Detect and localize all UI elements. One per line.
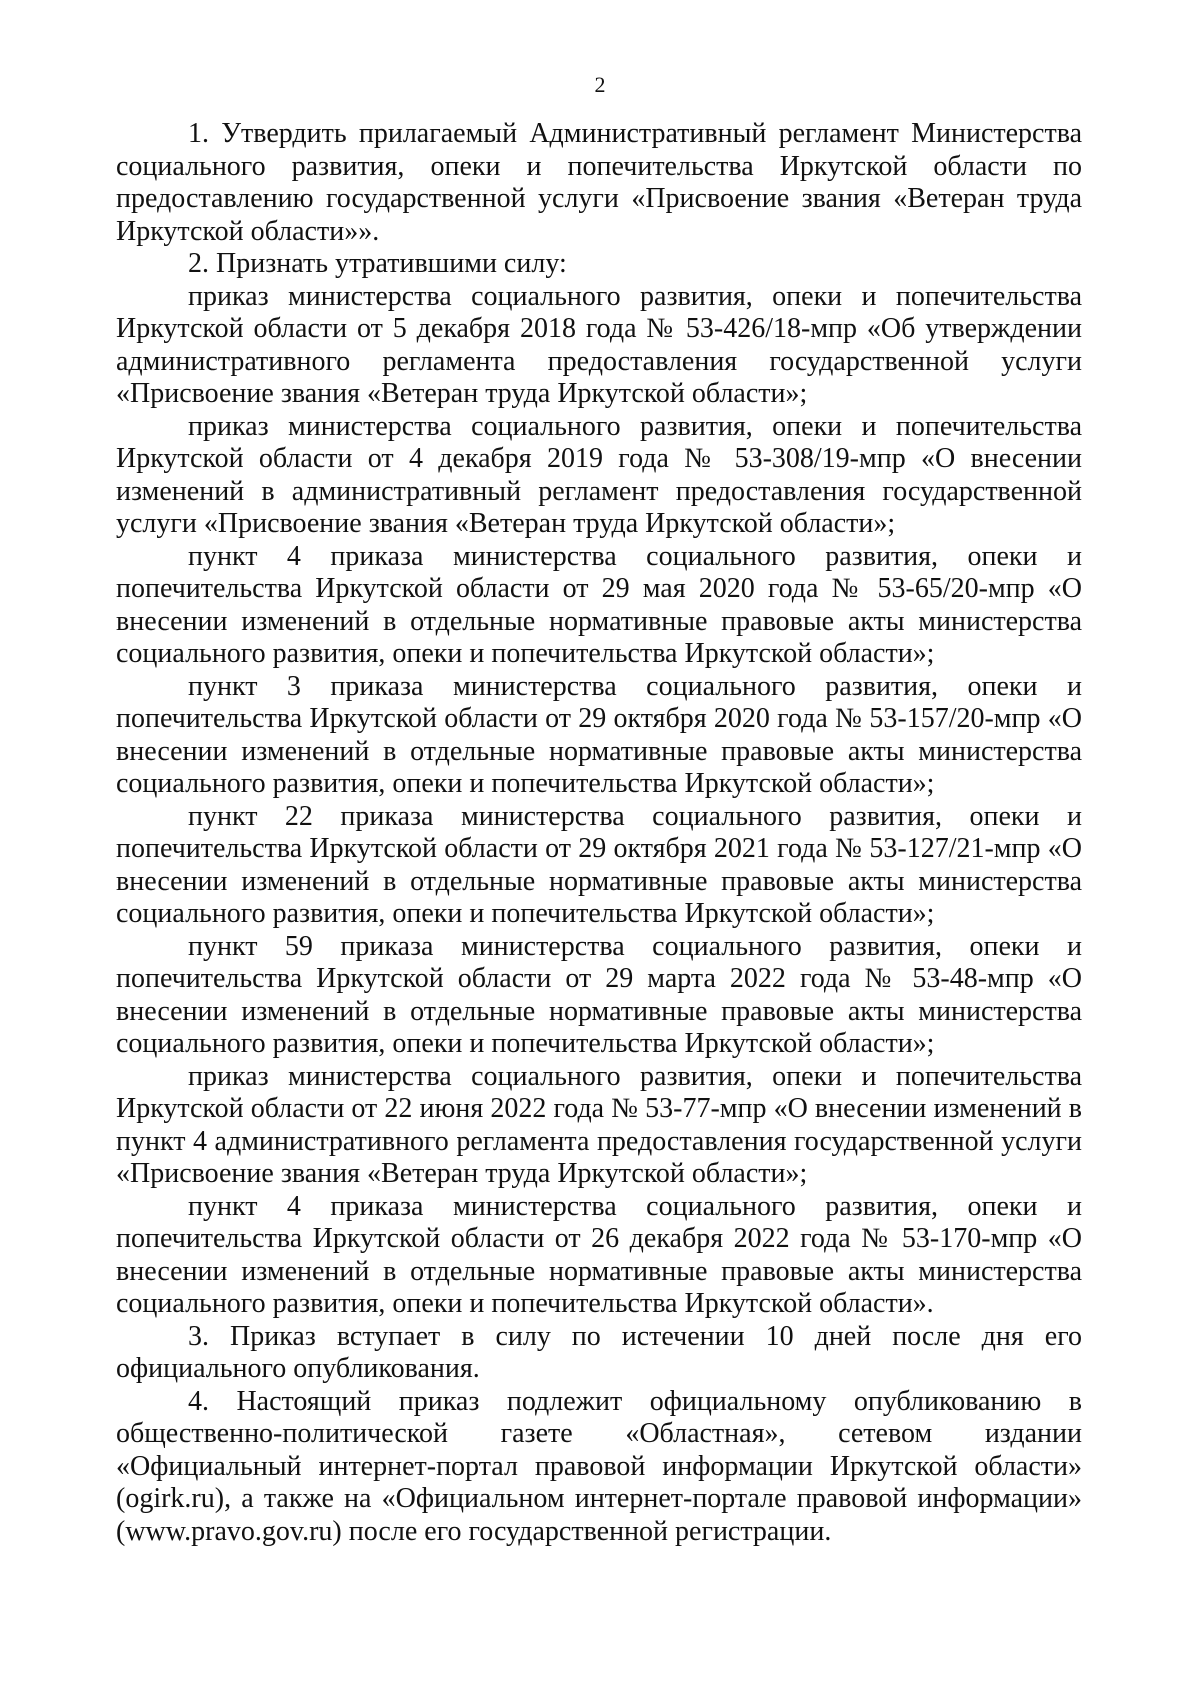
paragraph-repeal-item: приказ министерства социального развития, опеки и попечительства Иркутской области от 22 июня 2022 года № 53-77-мпр «О внесении изменений в пункт 4 административного регламента предоставления государственной услуги «Присвоение звания «Ветеран труда Иркутской области»; [116, 1060, 1082, 1189]
page-number: 2 [594, 72, 606, 97]
paragraph-approve-regulation: 1. Утвердить прилагаемый Административный регламент Министерства социального развития, опеки и попечительства Иркутской области по предоставлению государственной услуги «Присвоение звания «Ветеран труда Иркутской области»». [116, 118, 1082, 247]
paragraph-repeal-item: пункт 4 приказа министерства социального развития, опеки и попечительства Иркутской области от 26 декабря 2022 года № 53-170-мпр «О внесении изменений в отдельные нормативные правовые акты министерства социального развития, опеки и попечительства Иркутской области». [116, 1190, 1082, 1319]
paragraph-publication: 4. Настоящий приказ подлежит официальному опубликованию в общественно-политической газете «Областная», сетевом издании «Официальный интернет-портал правовой информации Иркутской области» (ogirk.ru), а также на «Официальном интернет-портале правовой информации» (www.pravo.gov.ru) после его государственной регистрации. [116, 1385, 1082, 1547]
paragraph-repeal-heading: 2. Признать утратившими силу: [188, 248, 567, 279]
document-body [116, 118, 1082, 1548]
paragraph-entry-into-force: 3. Приказ вступает в силу по истечении 10 дней после дня его официального опубликования. [116, 1320, 1082, 1384]
paragraph-repeal-item: пункт 3 приказа министерства социального развития, опеки и попечительства Иркутской области от 29 октября 2020 года № 53-157/20-мпр «О внесении изменений в отдельные нормативные правовые акты министерства социального развития, опеки и попечительства Иркутской области»; [116, 670, 1082, 799]
paragraph-repeal-item: пункт 22 приказа министерства социального развития, опеки и попечительства Иркутской области от 29 октября 2021 года № 53-127/21-мпр «О внесении изменений в отдельные нормативные правовые акты министерства социального развития, опеки и попечительства Иркутской области»; [116, 800, 1082, 929]
paragraph-repeal-item: пункт 59 приказа министерства социального развития, опеки и попечительства Иркутской области от 29 марта 2022 года № 53-48-мпр «О внесении изменений в отдельные нормативные правовые акты министерства социального развития, опеки и попечительства Иркутской области»; [116, 930, 1082, 1059]
paragraph-repeal-item: пункт 4 приказа министерства социального развития, опеки и попечительства Иркутской области от 29 мая 2020 года № 53-65/20-мпр «О внесении изменений в отдельные нормативные правовые акты министерства социального развития, опеки и попечительства Иркутской области»; [116, 540, 1082, 669]
paragraph-repeal-item: приказ министерства социального развития, опеки и попечительства Иркутской области от 5 декабря 2018 года № 53-426/18-мпр «Об утверждении административного регламента предоставления государственной услуги «Присвоение звания «Ветеран труда Иркутской области»; [116, 280, 1082, 409]
paragraph-repeal-item: приказ министерства социального развития, опеки и попечительства Иркутской области от 4 декабря 2019 года № 53-308/19-мпр «О внесении изменений в административный регламент предоставления государственной услуги «Присвоение звания «Ветеран труда Иркутской области»; [116, 410, 1082, 539]
